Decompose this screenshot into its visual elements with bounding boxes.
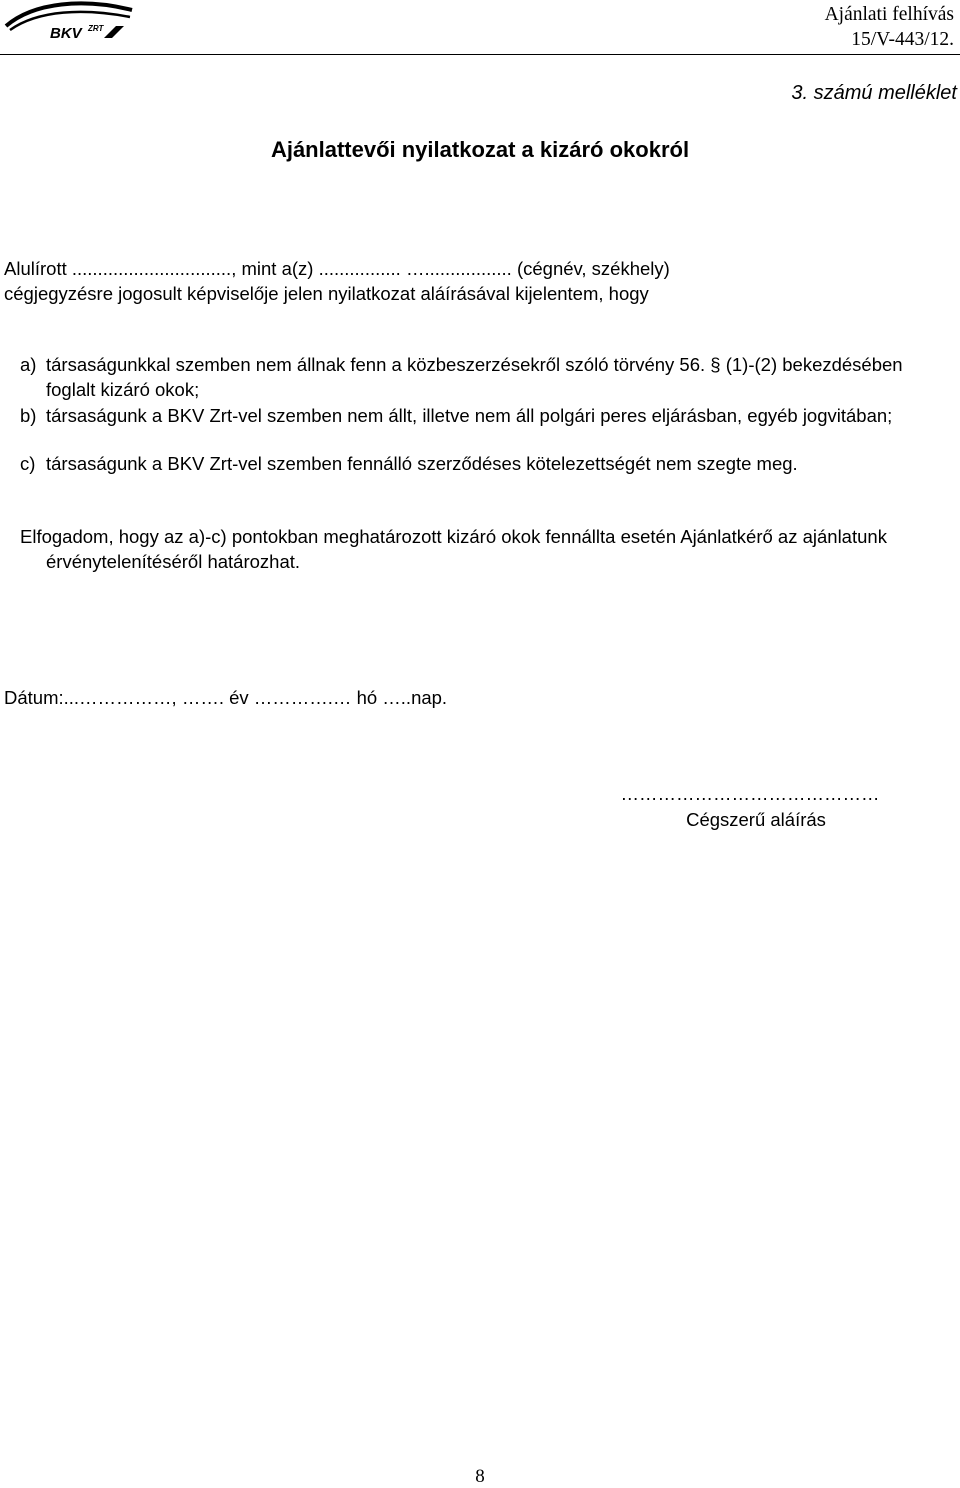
signature-label: Cégszerű aláírás [686,809,826,830]
acceptance-paragraph [20,524,950,574]
header-divider [0,54,960,55]
reference-line-1: Ajánlati felhívás [824,4,954,25]
acceptance-text: Elfogadom, hogy az a)-c) pontokban meghatározott kizáró okok fennállta esetén Ajánlatkérő az ajánlatunk érvénytelenítéséről határozhat. [20,526,887,572]
reference-line-2: 15/V-443/12. [851,29,954,50]
item-text: társaságunk a BKV Zrt-vel szemben nem állt, illetve nem áll polgári peres eljárásban, egyéb jogvitában; [46,405,893,426]
page-title: Ajánlattevői nyilatkozat a kizáró okokról [270,137,690,162]
list-item-b [20,403,950,428]
item-marker: b) [20,405,37,426]
intro-paragraph [4,256,670,306]
page-number: 8 [475,1466,485,1487]
annex-label: 3. számú melléklet [791,82,957,104]
signature-line: …………………………………… [620,783,880,804]
intro-line-1: Alulírott ..............................., mint a(z) ................ …................. (cégnév, székhely) [4,258,670,279]
date-line: Dátum:...……………, ……. év ………….… hó …..nap. [4,687,448,708]
document-reference [825,2,954,52]
list-item-a [20,352,950,402]
list-item-c [20,451,950,476]
item-marker: a) [20,354,37,375]
svg-text:BKV: BKV [50,25,82,42]
svg-text:ZRT: ZRT [88,24,104,33]
item-text: társaságunk a BKV Zrt-vel szemben fennálló szerződéses kötelezettségét nem szegte meg. [46,453,798,474]
item-marker: c) [20,453,36,474]
bkv-logo [4,0,136,44]
intro-line-2: cégjegyzésre jogosult képviselője jelen nyilatkozat aláírásával kijelentem, hogy [4,283,649,304]
item-text: társaságunkkal szemben nem állnak fenn a közbeszerzésekről szóló törvény 56. § (1)-(2) bekezdésében foglalt kizáró okok; [46,354,903,400]
